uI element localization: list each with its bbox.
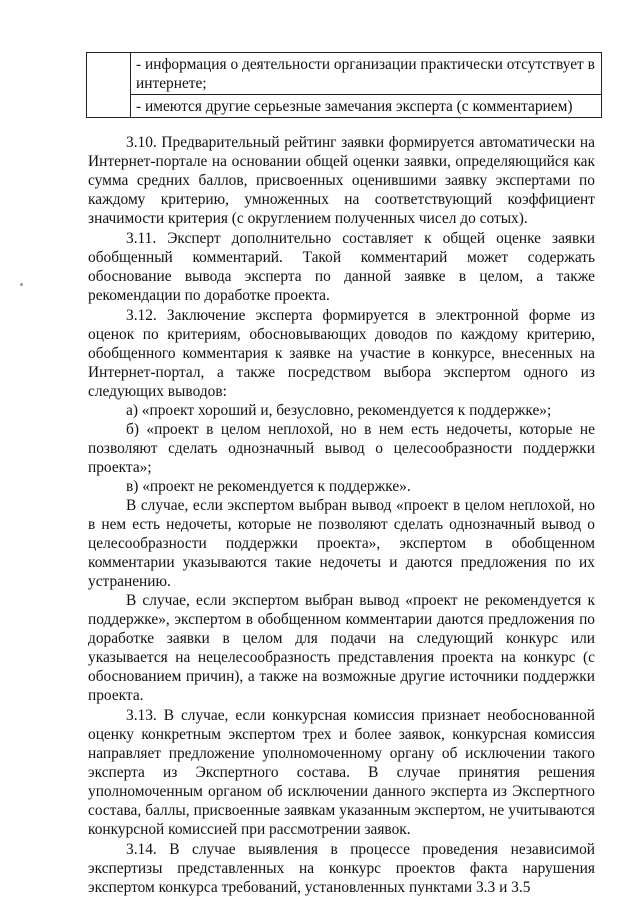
paragraph-3-14: 3.14. В случае выявления в процессе проведения независимой экспертизы представленных на конкурс проектов факта нарушения экспертом конкурса требований, установленных пунктами 3.3 и 3.5 <box>88 841 595 896</box>
table-line: - имеются другие серьезные замечания эксперта (с комментарием) <box>136 98 573 115</box>
table-row <box>87 95 602 118</box>
table-line: интернете; <box>136 75 207 92</box>
document-body <box>88 133 595 897</box>
paragraph-3-11: 3.11. Эксперт дополнительно составляет к общей оценке заявки обобщенный комментарий. Такой комментарий может содержать обоснование вывода эксперта по данной заявке в целом, а также рекомендации по доработке проекта. <box>88 230 595 304</box>
option-c: в) «проект не рекомендуется к поддержке». <box>126 478 411 495</box>
option-b: б) «проект в целом неплохой, но в нем есть недочеты, которые не позволяют сделать однозначный вывод о целесообразности поддержки проекта»; <box>88 421 595 476</box>
table-cell-text <box>131 53 601 94</box>
paragraph-3-12: 3.12. Заключение эксперта формируется в электронной форме из оценок по критериям, обосновывающих доводов по каждому критерию, обобщенного комментария к заявке на участие в конкурсе, внесенных на Интернет-портал, а также посредством выбора экспертом одного из следующих выводов: <box>88 307 595 400</box>
paragraph-case-b: В случае, если экспертом выбран вывод «проект в целом неплохой, но в нем есть недочеты, которые не позволяют сделать однозначный вывод о целесообразности поддержки проекта», экспертом в обобщенном комментарии указываются такие недочеты и даются предложения по их устранению. <box>88 497 595 590</box>
paragraph-3-13: 3.13. В случае, если конкурсная комиссия признает необоснованной оценку конкретным экспертом трех и более заявок, конкурсная комиссия направляет предложение уполномоченному органу об исключении такого эксперта из Экспертного состава. В случае принятия решения уполномоченным органом об исключении данного эксперта из Экспертного состава, баллы, присвоенные заявкам указанным экспертом, не учитываются конкурсной комиссией при рассмотрении заявок. <box>88 707 595 838</box>
table-cell-text <box>131 95 601 117</box>
table-cell <box>131 95 602 118</box>
option-a: а) «проект хороший и, безусловно, рекомендуется к поддержке»; <box>126 402 552 419</box>
paragraph-3-10: 3.10. Предварительный рейтинг заявки формируется автоматически на Интернет-портале на основании общей оценки заявки, определяющийся как сумма средних баллов, присвоенных оценившими заявку экспертами по каждому критерию, умноженных на соответствующий коэффициент значимости критерия (с округлением полученных чисел до сотых). <box>88 134 595 227</box>
table-cell <box>131 53 602 95</box>
scan-speck <box>20 283 23 286</box>
criteria-table-fragment <box>86 52 602 118</box>
table-row <box>87 53 602 95</box>
paragraph-case-c: В случае, если экспертом выбран вывод «проект не рекомендуется к поддержке», экспертом в обобщенном комментарии даются предложения по доработке заявки в целом для подачи на следующий конкурс или указывается на нецелесообразность представления проекта на конкурс (с обоснованием причин), а также на возможные другие источники поддержки проекта. <box>88 592 595 704</box>
table-empty-column <box>87 53 131 118</box>
table-line: - информация о деятельности организации практически отсутствует в <box>136 56 595 73</box>
